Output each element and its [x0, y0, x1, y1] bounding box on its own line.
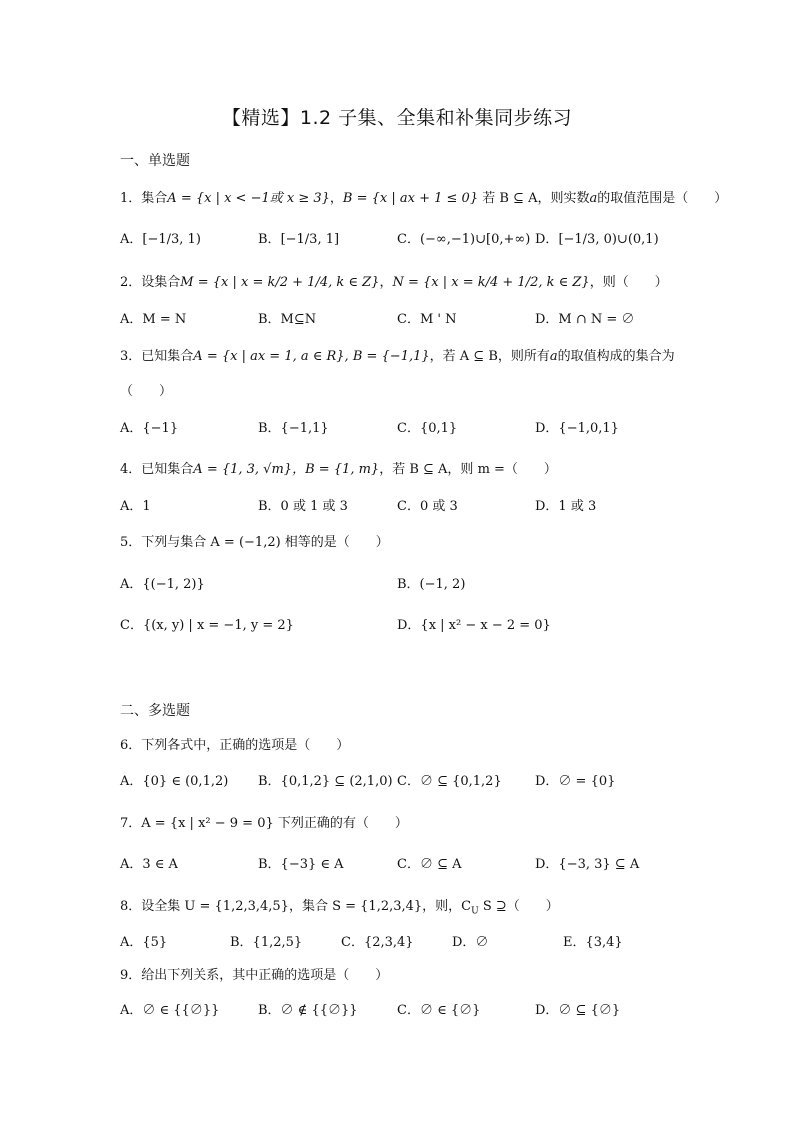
question-condition: ，若 A ⊆ B，则所有 — [429, 349, 550, 364]
option-b[interactable]: B．∅ ∉ {{∅}} — [258, 1003, 358, 1018]
question-condition: ，若 B ⊆ A，则 m =（ ） — [379, 462, 557, 477]
question-number: 1． — [120, 191, 142, 206]
question-3 — [120, 346, 675, 368]
option-c[interactable]: C．{0,1} — [397, 421, 458, 436]
math-set-b: ，B = {1, m} — [292, 462, 380, 477]
question-text: 设全集 U = {1,2,3,4,5}，集合 S = {1,2,3,4}，则，C — [141, 899, 472, 914]
math-set-m: M = {x | x = k/2 + 1/4, k ∈ Z} — [180, 275, 380, 290]
option-d[interactable]: D．{−1,0,1} — [535, 421, 619, 436]
option-c[interactable]: C．M ' N — [397, 312, 457, 327]
option-a[interactable]: A．{−1} — [120, 421, 179, 436]
option-d-math: [−1/3, 0)∪(0,1) — [558, 232, 659, 247]
option-c[interactable]: C．∅ ∈ {∅} — [397, 1003, 481, 1018]
math-set-a: A = {1, 3, √m} — [193, 462, 293, 477]
math-var: a — [549, 349, 558, 364]
option-b[interactable]: B．{−3} ∈ A — [258, 857, 344, 872]
option-a[interactable] — [120, 229, 201, 251]
question-tail: ，则（ ） — [589, 275, 668, 290]
option-a[interactable]: A．{0} ∈ (0,1,2) — [120, 774, 229, 789]
question-number: 7． — [120, 816, 142, 831]
math-var: a — [589, 191, 598, 206]
page-title: 【精选】1.2 子集、全集和补集同步练习 — [221, 107, 573, 129]
option-a[interactable]: A．{(−1, 2)} — [120, 577, 205, 592]
question-text: 已知集合 — [141, 349, 194, 364]
question-number: 9． — [120, 968, 142, 983]
question-1: 1．集合A = {x | x < −1或 x ≥ 3}，B = {x | ax + 1 ≤ 0} 若 B ⊆ A，则实数a的取值范围是（ ） — [120, 191, 728, 206]
question-text: 已知集合 — [141, 462, 194, 477]
option-b[interactable]: B．{−1,1} — [258, 421, 329, 436]
option-c[interactable]: C．(−∞,−1)∪[0,+∞) — [397, 232, 531, 247]
option-d[interactable]: D．{−3, 3} ⊆ A — [535, 857, 640, 872]
option-label: D． — [535, 232, 559, 247]
option-b[interactable]: B．0 或 1 或 3 — [258, 499, 348, 514]
math-set-n: N = {x | x = k/4 + 1/2, k ∈ Z} — [392, 275, 590, 290]
option-a[interactable]: A．M = N — [120, 312, 187, 327]
question-4 — [120, 459, 557, 481]
question-number: 4． — [120, 462, 142, 477]
option-a[interactable]: A．∅ ∈ {{∅}} — [120, 1003, 220, 1018]
option-label: B． — [258, 232, 281, 247]
option-b[interactable]: B．M⊆N — [258, 312, 317, 327]
option-a[interactable]: A．{5} — [120, 935, 168, 950]
question-3-paren: （ ） — [120, 384, 173, 399]
option-b[interactable]: B．{1,2,5} — [230, 935, 303, 950]
question-tail: 的取值构成的集合为 — [557, 349, 675, 364]
math-set-b: B = {x | ax + 1 ≤ 0} — [342, 191, 479, 206]
question-tail: S ⊇（ ） — [478, 899, 559, 914]
question-8 — [120, 896, 559, 923]
section-heading-multiple-choice: 二、多选题 — [120, 703, 190, 719]
option-a[interactable]: A．3 ∈ A — [120, 857, 178, 872]
question-text: 下列各式中，正确的选项是（ ） — [141, 738, 350, 753]
option-e[interactable]: E．{3,4} — [563, 935, 623, 950]
option-b[interactable] — [258, 229, 339, 251]
question-9 — [120, 965, 388, 987]
option-d[interactable]: D．∅ = {0} — [535, 774, 616, 789]
option-b[interactable]: B．(−1, 2) — [397, 577, 466, 592]
subscript-u: U — [471, 906, 479, 917]
question-number: 2． — [120, 275, 142, 290]
option-c[interactable]: C．∅ ⊆ A — [397, 857, 462, 872]
question-text: 集合 — [141, 191, 168, 206]
option-a-math: [−1/3, 1) — [142, 232, 201, 247]
question-5 — [120, 532, 389, 554]
question-6 — [120, 735, 349, 757]
math-set-a: A = {x | x < −1或 x ≥ 3} — [167, 191, 330, 206]
option-d[interactable]: D．M ∩ N = ∅ — [535, 312, 635, 327]
question-text: 设集合 — [141, 275, 181, 290]
question-tail: 的取值范围是（ ） — [597, 191, 728, 206]
option-c[interactable]: C．∅ ⊆ {0,1,2} — [397, 774, 502, 789]
math-sets: A = {x | ax = 1, a ∈ R}, B = {−1,1} — [193, 349, 430, 364]
option-d[interactable]: D．∅ — [452, 935, 489, 950]
question-condition: 若 B ⊆ A，则实数 — [482, 191, 590, 206]
question-number: 5． — [120, 535, 142, 550]
question-text: 给出下列关系，其中正确的选项是（ ） — [141, 968, 389, 983]
question-number: 3． — [120, 349, 142, 364]
option-c[interactable]: C．0 或 3 — [397, 499, 458, 514]
question-number: 8． — [120, 899, 142, 914]
question-text: 下列与集合 A = (−1,2) 相等的是（ ） — [141, 535, 389, 550]
option-b-math: [−1/3, 1] — [280, 232, 340, 247]
option-d[interactable]: D．{x | x² − x − 2 = 0} — [397, 618, 551, 633]
option-c[interactable]: C．{2,3,4} — [341, 935, 414, 950]
option-d[interactable]: D．1 或 3 — [535, 499, 597, 514]
option-a[interactable]: A．1 — [120, 499, 151, 514]
option-b[interactable]: B．{0,1,2} ⊆ (2,1,0) — [258, 774, 393, 789]
option-d[interactable]: D．∅ ⊆ {∅} — [535, 1003, 621, 1018]
section-heading-single-choice: 一、单选题 — [120, 153, 190, 169]
question-7 — [120, 813, 408, 835]
question-2: 2．设集合M = {x | x = k/2 + 1/4, k ∈ Z}，N = {x | x = k/4 + 1/2, k ∈ Z}，则（ ） — [120, 275, 668, 290]
option-d[interactable] — [535, 229, 659, 251]
question-number: 6． — [120, 738, 142, 753]
question-text: A = {x | x² − 9 = 0} 下列正确的有（ ） — [141, 816, 408, 831]
option-c[interactable]: C．{(x, y) | x = −1, y = 2} — [120, 618, 294, 633]
option-label: A． — [120, 232, 143, 247]
